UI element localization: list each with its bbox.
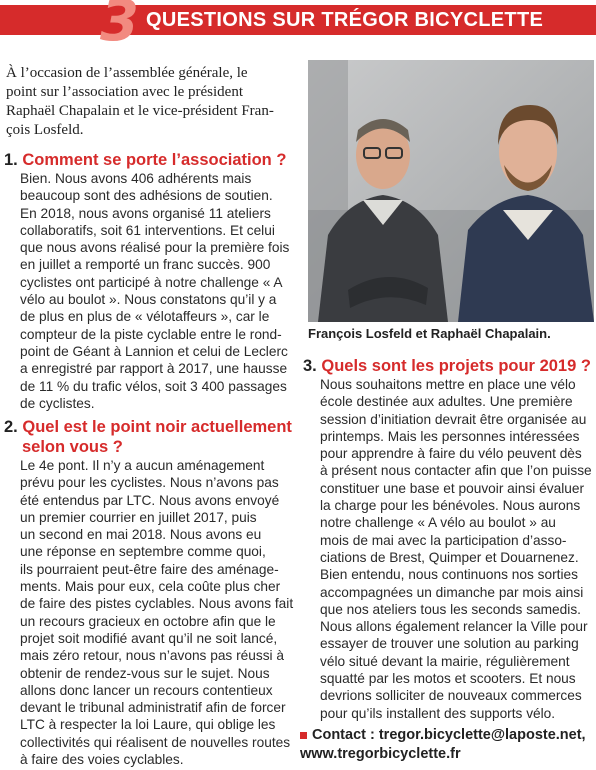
intro-line: point sur l’association avec le président (6, 84, 244, 100)
answer-line: session d’initiation devrait être organisée au (320, 411, 587, 427)
answer-line: Nous allons également relancer la Ville pour (320, 619, 588, 635)
contact-block (300, 726, 586, 764)
answer-line: prévu pour les cyclistes. Nous n’avons pas (20, 475, 279, 491)
intro-line: çois Losfeld. (6, 122, 84, 138)
answer-1 (20, 170, 300, 412)
answer-line: pour qu’ils installent des supports vélo. (320, 705, 556, 721)
banner-title: QUESTIONS SUR TRÉGOR BICYCLETTE (146, 9, 544, 31)
answer-line: printemps. Mais les personnes intéressées (320, 428, 580, 444)
answer-line: obtenir de rendez-vous sur le sujet. Nous (20, 665, 270, 681)
photo-illustration (308, 60, 594, 322)
answer-line: un second en mai 2018. Nous avons eu (20, 527, 262, 543)
photo-interviewees (308, 60, 594, 322)
answer-line: essayer de trouver une solution au parking (320, 636, 579, 652)
answer-line: un premier courrier en juillet 2017, puis (20, 509, 257, 525)
answer-line: été entendus par LTC. Nous avons envoyé (20, 492, 280, 508)
question-number: 1. (4, 151, 18, 169)
answer-line: une réponse en septembre comme quoi, (20, 544, 266, 560)
answer-line: devant le tribunal administratif afin de forcer (20, 700, 286, 716)
answer-line: la charge pour les bénévoles. Nous aurons (320, 498, 581, 514)
answer-line: de cyclistes. (20, 395, 95, 411)
answer-line: Bien. Nous avons 406 adhérents mais (20, 171, 252, 186)
question-number: 2. (4, 418, 18, 436)
answer-line: compteur de la piste cyclable entre le rond- (20, 326, 282, 342)
contact-website[interactable]: www.tregorbicyclette.fr (300, 746, 461, 762)
answer-line: a enregistré par rapport à 2017, une hausse (20, 361, 288, 377)
photo-caption: François Losfeld et Raphaël Chapalain. (308, 326, 551, 341)
answer-line: mois de mai avec la participation d’asso- (320, 532, 567, 548)
answer-line: Nous souhaitons mettre en place une vélo (320, 377, 576, 392)
question-2-heading (4, 417, 292, 457)
answer-line: à présent nous contacter afin que l’on puisse (320, 463, 592, 479)
answer-line: de plus en plus de « vélotaffeurs », car le (20, 309, 270, 325)
answer-line: vélo au boulot ». Nous constatons qu’il y a (20, 292, 277, 308)
answer-line: allons donc lancer un recours contentieux (20, 682, 273, 698)
answer-line: beaucoup sont des adhésions de soutien. (20, 188, 273, 204)
question-title: Quel est le point noir actuellement (22, 418, 292, 436)
answer-line: école destinée aux adultes. Une première (320, 394, 573, 410)
intro-paragraph (6, 64, 296, 140)
header-banner (0, 0, 596, 54)
answer-3 (320, 376, 592, 722)
answer-line: de 11 % du trafic vélos, soit 3 400 passages (20, 378, 287, 394)
answer-line: squatté par les motos et scooters. Et nous (320, 671, 576, 687)
answer-line: que nous avons réalisé pour la première fois (20, 240, 290, 256)
banner-number: 3 (100, 0, 139, 54)
answer-line: ils pourraient peut-être faire des aménage- (20, 561, 279, 577)
question-title: Quels sont les projets pour 2019 ? (321, 357, 591, 375)
answer-line: point de Géant à Lannion et celui de Leclerc (20, 343, 288, 359)
bullet-square-icon (300, 732, 307, 739)
answer-line: que nos ateliers tous les seconds samedis. (320, 601, 581, 617)
question-number: 3. (303, 357, 317, 375)
answer-line: collectivités qui réalisent de nouvelles routes (20, 734, 291, 750)
answer-line: notre challenge « A vélo au boulot » au (320, 515, 556, 531)
contact-email[interactable]: Contact : tregor.bicyclette@laposte.net, (312, 727, 586, 743)
answer-line: vélo situé devant la mairie, régulièrement (320, 653, 570, 669)
answer-line: ciations de Brest, Quimper et Douarnenez. (320, 549, 579, 565)
answer-line: Le 4e pont. Il n’y a aucun aménagement (20, 458, 265, 473)
answer-line: devrions solliciter de nouveaux commerces (320, 688, 582, 704)
intro-line: À l’occasion de l’assemblée générale, le (6, 65, 248, 81)
question-1-heading (4, 150, 286, 170)
intro-line: Raphaël Chapalain et le vice-président Fran- (6, 103, 274, 119)
answer-line: un recours gracieux en octobre afin que le (20, 613, 276, 629)
answer-line: de faire des pistes cyclables. Nous avons fait (20, 596, 294, 612)
answer-line: cyclistes ont participé à notre challenge « A (20, 274, 283, 290)
answer-line: collaboratifs, soit 61 interventions. Et celui (20, 222, 275, 238)
answer-line: accompagnées un dimanche par mois ainsi (320, 584, 584, 600)
answer-line: En 2018, nous avons organisé 11 ateliers (20, 205, 271, 221)
answer-line: Bien entendu, nous continuons nos sorties (320, 567, 578, 583)
answer-line: LTC à respecter la loi Laure, qui oblige les (20, 717, 276, 733)
question-title: Comment se porte l’association ? (22, 151, 287, 169)
question-title: selon vous ? (22, 438, 123, 456)
answer-line: à faire des voies cyclables. (20, 752, 184, 768)
answer-line: mais zéro retour, nous n’avons pas réussi à (20, 648, 284, 664)
answer-line: en juillet a remporté un franc succès. 900 (20, 257, 271, 273)
answer-line: constituer une base et pouvoir ainsi évaluer (320, 480, 585, 496)
answer-line: projet soit modifié avant qu’il ne soit lancé, (20, 630, 278, 646)
answer-2 (20, 457, 300, 768)
answer-line: ments. Mais pour eux, cela coûte plus cher (20, 579, 281, 595)
question-3-heading (303, 356, 591, 376)
answer-line: pour apprendre à faire du vélo peuvent dès (320, 446, 582, 462)
